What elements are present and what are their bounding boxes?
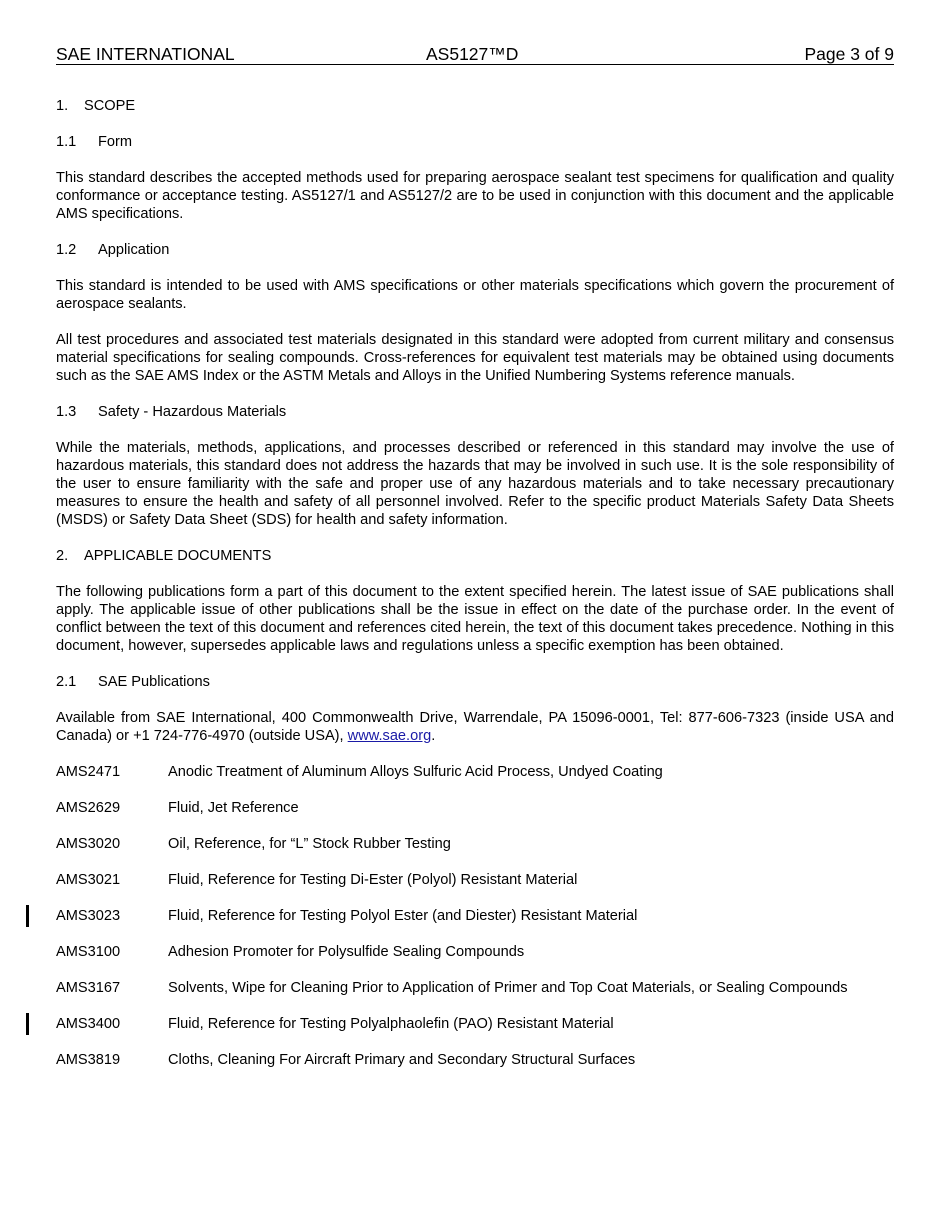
paragraph-applicable-documents: The following publications form a part of this document to the extent specified herein. The latest issue of SAE publications shall apply. The applicable issue of other publications shall be the issue in effect on the date of the purchase order. In the event of conflict between the text of this document and references cited herein, the text of this document takes precedence. Nothing in this document, however, supersedes applicable laws and regulations unless a specific exemption has been obtained. (56, 584, 894, 654)
paragraph-safety: While the materials, methods, applications, and processes described or referenced in this standard may involve the use of hazardous materials, this standard does not address the hazards that may be involved in such use. It is the sole responsibility of the user to ensure familiarity with the safe and proper use of any hazardous materials and to take necessary precautionary measures to ensure the health and safety of all personnel involved. Refer to the specific product Materials Safety Data Sheets (MSDS) or Safety Data Sheet (SDS) for health and safety information. (56, 440, 894, 528)
reference-row (56, 763, 894, 781)
sae-website-link[interactable]: www.sae.org (347, 728, 432, 744)
change-bar (26, 1013, 29, 1035)
reference-code: AMS3819 (56, 1052, 121, 1068)
reference-title: Solvents, Wipe for Cleaning Prior to Application of Primer and Top Coat Materials, or Sealing Compounds (168, 980, 848, 996)
reference-title: Fluid, Jet Reference (168, 800, 299, 816)
reference-row (56, 943, 894, 961)
section-heading-1-2: 1.2 Application (56, 242, 170, 258)
reference-code: AMS3400 (56, 1016, 121, 1032)
reference-code: AMS2471 (56, 764, 121, 780)
section-heading-1-1: 1.1 Form (56, 134, 133, 150)
reference-title: Oil, Reference, for “L” Stock Rubber Testing (168, 836, 451, 852)
reference-row (56, 871, 894, 889)
paragraph-application-1: This standard is intended to be used with AMS specifications or other materials specifications which govern the procurement of aerospace sealants. (56, 278, 894, 312)
page-header (56, 44, 894, 65)
reference-row (56, 1015, 894, 1033)
change-bar (26, 905, 29, 927)
header-org: SAE INTERNATIONAL (56, 44, 235, 64)
paragraph-form: This standard describes the accepted methods used for preparing aerospace sealant test specimens for qualification and quality conformance or acceptance testing. AS5127/1 and AS5127/2 are to be used in conjunction with this document and the applicable AMS specifications. (56, 170, 894, 222)
paragraph-sae-publications: Available from SAE International, 400 Commonwealth Drive, Warrendale, PA 15096-0001, Tel: 877-606-7323 (inside USA and Canada) or +1 724-776-4970 (outside USA), www.sae.org. (56, 710, 894, 744)
reference-code: AMS3020 (56, 836, 121, 852)
section-heading-2: 2. APPLICABLE DOCUMENTS (56, 548, 272, 564)
reference-title: Cloths, Cleaning For Aircraft Primary and Secondary Structural Surfaces (168, 1052, 636, 1068)
reference-code: AMS3021 (56, 872, 121, 888)
reference-row (56, 799, 894, 817)
paragraph-application-2: All test procedures and associated test materials designated in this standard were adopted from current military and consensus material specifications for sealing compounds. Cross-references for equivalent test materials may be obtained using documents such as the SAE AMS Index or the ASTM Metals and Alloys in the Unified Numbering Systems reference manuals. (56, 332, 894, 384)
reference-row (56, 1051, 894, 1069)
section-heading-2-1: 2.1 SAE Publications (56, 674, 210, 690)
reference-code: AMS2629 (56, 800, 121, 816)
header-doc-number: AS5127™D (426, 44, 519, 64)
reference-title: Anodic Treatment of Aluminum Alloys Sulfuric Acid Process, Undyed Coating (168, 764, 663, 780)
section-heading-1-3: 1.3 Safety - Hazardous Materials (56, 404, 287, 420)
reference-code: AMS3167 (56, 980, 121, 996)
reference-title: Fluid, Reference for Testing Polyol Ester (and Diester) Resistant Material (168, 908, 638, 924)
section-heading-1: 1. SCOPE (56, 98, 136, 114)
reference-row (56, 907, 894, 925)
document-body (56, 97, 894, 1069)
reference-title: Fluid, Reference for Testing Polyalphaolefin (PAO) Resistant Material (168, 1016, 614, 1032)
reference-row (56, 835, 894, 853)
reference-code: AMS3100 (56, 944, 121, 960)
reference-title: Adhesion Promoter for Polysulfide Sealing Compounds (168, 944, 525, 960)
reference-row (56, 979, 894, 997)
header-page-number: Page 3 of 9 (804, 44, 894, 64)
reference-code: AMS3023 (56, 908, 121, 924)
reference-title: Fluid, Reference for Testing Di-Ester (Polyol) Resistant Material (168, 872, 578, 888)
